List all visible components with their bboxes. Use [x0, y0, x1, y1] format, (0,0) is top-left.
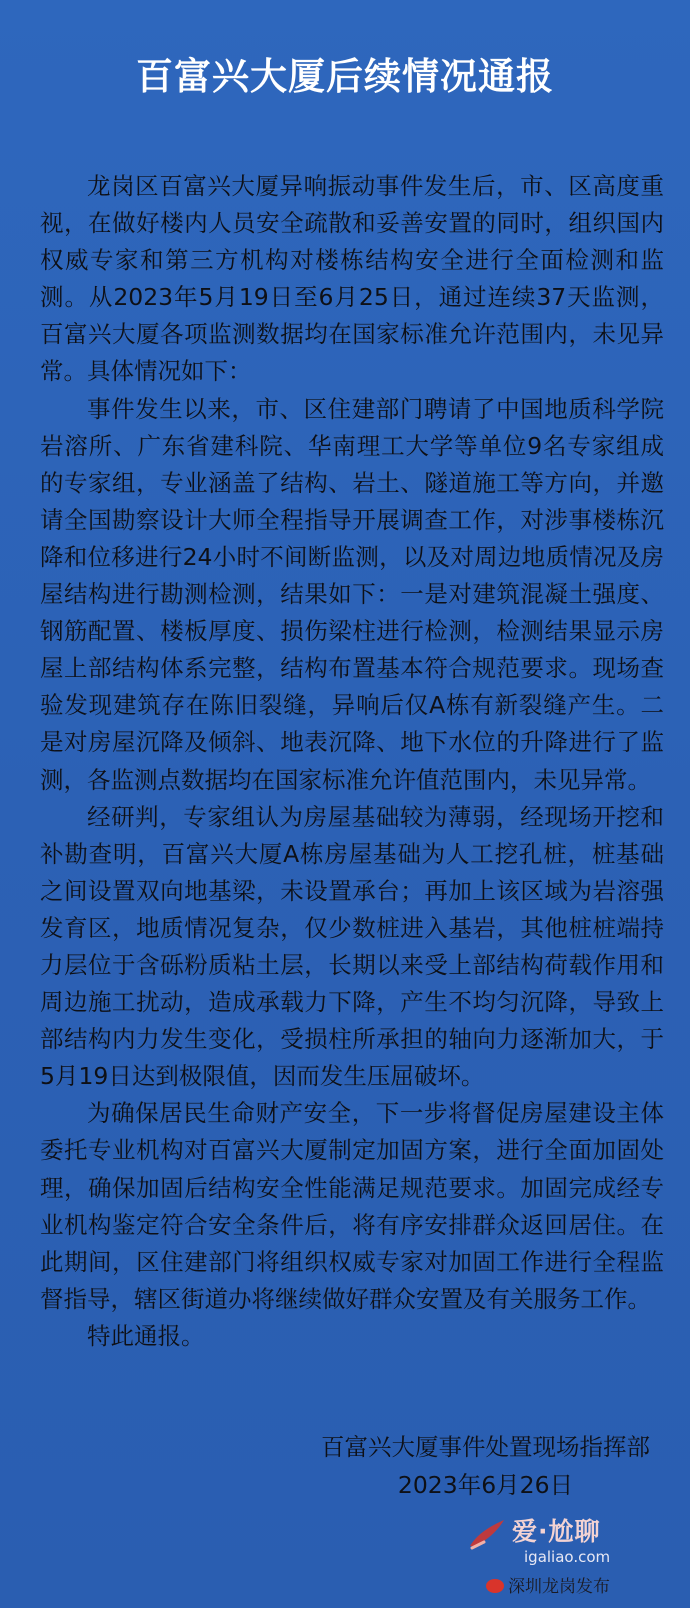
watermark: [436, 1508, 676, 1598]
signature-block: [321, 1428, 650, 1504]
paragraph-intro: 龙岗区百富兴大厦异响振动事件发生后，市、区高度重视，在做好楼内人员安全疏散和妥善安置的同时，组织国内权威专家和第三方机构对楼栋结构安全进行全面检测和监测。从2023年5月19日至6月25日，通过连续37天监测，百富兴大厦各项监测数据均在国家标准允许范围内，未见异常。具体情况如下：: [40, 172, 664, 386]
paragraph-investigation: 事件发生以来，市、区住建部门聘请了中国地质科学院岩溶所、广东省建科院、华南理工大学等单位9名专家组成的专家组，专业涵盖了结构、岩土、隧道施工等方向，并邀请全国勘察设计大师全程指导开展调查工作，对涉事楼栋沉降和位移进行24小时不间断监测，以及对周边地质情况及房屋结构进行勘测检测，结果如下：一是对建筑混凝土强度、钢筋配置、楼板厚度、损伤梁柱进行检测，检测结果显示房屋上部结构体系完整，结构布置基本符合规范要求。现场查验发现建筑存在陈旧裂缝，异响后仅A栋有新裂缝产生。二是对房屋沉降及倾斜、地表沉降、地下水位的升降进行了监测，各监测点数据均在国家标准允许值范围内，未见异常。: [40, 394, 664, 794]
paragraph-closing: 特此通报。: [87, 1321, 205, 1350]
weibo-icon: [486, 1579, 504, 1593]
page-title: 百富兴大厦后续情况通报: [136, 55, 554, 98]
watermark-weibo-account: 深圳龙岗发布: [508, 1577, 610, 1597]
watermark-brand: 爱·尬聊: [512, 1517, 601, 1546]
watermark-weibo: [486, 1572, 610, 1597]
pen-logo-icon: [466, 1516, 510, 1552]
watermark-site: igaliao.com: [524, 1548, 611, 1566]
notice-body: [40, 168, 664, 1355]
paragraph-next-steps: 为确保居民生命财产安全，下一步将督促房屋建设主体委托专业机构对百富兴大厦制定加固方案，进行全面加固处理，确保加固后结构安全性能满足规范要求。加固完成经专业机构鉴定符合安全条件后，将有序安排群众返回居住。在此期间，区住建部门将组织权威专家对加固工作进行全程监督指导，辖区街道办将继续做好群众安置及有关服务工作。: [40, 1099, 664, 1313]
signature-date: 2023年6月26日: [397, 1471, 574, 1499]
signature-org: 百富兴大厦事件处置现场指挥部: [321, 1433, 650, 1461]
paragraph-analysis: 经研判，专家组认为房屋基础较为薄弱，经现场开挖和补勘查明，百富兴大厦A栋房屋基础为人工挖孔桩，桩基础之间设置双向地基梁，未设置承台；再加上该区域为岩溶强发育区，地质情况复杂，仅少数桩进入基岩，其他桩桩端持力层位于含砾粉质粘土层，长期以来受上部结构荷载作用和周边施工扰动，造成承载力下降，产生不均匀沉降，导致上部结构内力发生变化，受损柱所承担的轴向力逐渐加大，于5月19日达到极限值，因而发生压屈破坏。: [40, 802, 664, 1091]
